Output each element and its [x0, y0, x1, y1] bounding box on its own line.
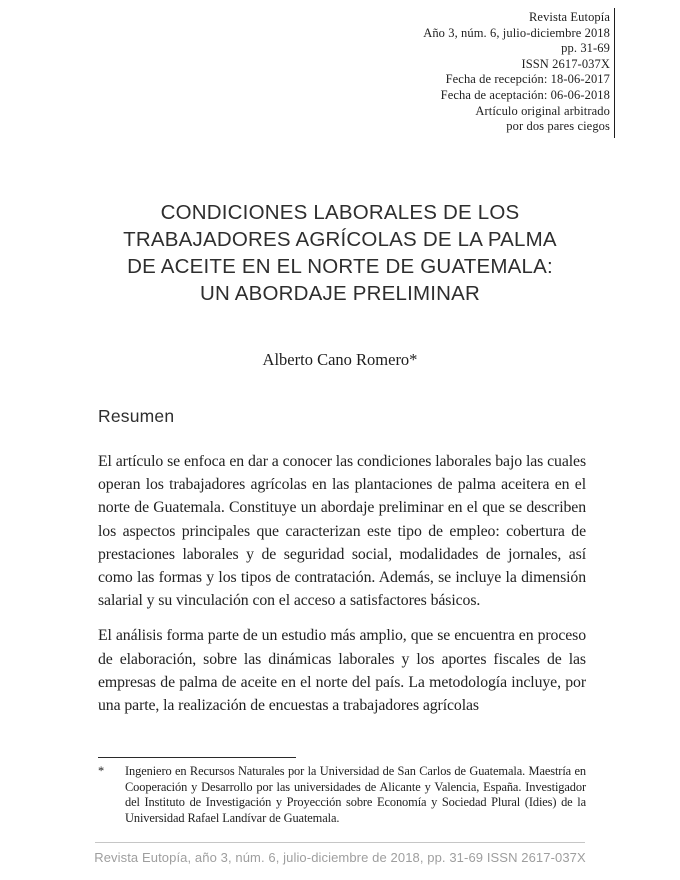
- article-title-line3: DE ACEITE EN EL NORTE DE GUATEMALA:: [127, 255, 553, 278]
- header-vertical-rule: [614, 8, 615, 138]
- running-footer: Revista Eutopía, año 3, núm. 6, julio-diciembre de 2018, pp. 31-69 ISSN 2617-037X: [94, 850, 586, 865]
- author-footnote: [98, 764, 586, 827]
- footnote-asterisk-marker: *: [98, 764, 105, 778]
- journal-issn: ISSN 2617-037X: [521, 56, 610, 71]
- peer-review-note-line2: por dos pares ciegos: [506, 119, 610, 134]
- abstract-body: [98, 450, 586, 729]
- journal-meta-block: [423, 10, 610, 135]
- date-received: Fecha de recepción: 18-06-2017: [445, 72, 610, 87]
- footnote-text: Ingeniero en Recursos Naturales por la Universidad de San Carlos de Guatemala. Maestría en Cooperación y Desarrollo por las universidades de Alicante y Valencia, España. Investigador del Instituto de Investigación y Proyección sobre Economía y Sociedad Plural (Idies) de la Universidad Rafael Landívar de Guatemala.: [125, 764, 586, 826]
- peer-review-note-line1: Artículo original arbitrado: [475, 103, 610, 118]
- abstract-paragraph-1: El artículo se enfoca en dar a conocer las condiciones laborales bajo las cuales operan los trabajadores agrícolas en las plantaciones de palma aceitera en el norte de Guatemala. Constituye un abordaje preliminar en el que se describen los aspectos principales que caracterizan este tipo de empleo: cobertura de prestaciones laborales y de seguridad social, modalidades de jornales, así como las formas y los tipos de contratación. Además, se incluye la dimensión salarial y su vinculación con el acceso a satisfactores básicos.: [98, 453, 586, 610]
- journal-issue: Año 3, núm. 6, julio-diciembre 2018: [423, 25, 610, 40]
- footer-rule: [95, 842, 585, 843]
- journal-name: Revista Eutopía: [529, 10, 610, 24]
- abstract-paragraph-2: El análisis forma parte de un estudio más amplio, que se encuentra en proceso de elaboración, sobre las dinámicas laborales y los aportes fiscales de las empresas de palma de aceite en el norte del país. La metodología incluye, por una parte, la realización de encuestas a trabajadores agrícolas: [98, 627, 586, 715]
- journal-pages: pp. 31-69: [561, 41, 610, 56]
- footnote-separator-rule: [98, 757, 296, 758]
- article-title-line1: CONDICIONES LABORALES DE LOS: [160, 201, 520, 224]
- article-title-line2: TRABAJADORES AGRÍCOLAS DE LA PALMA: [123, 228, 557, 251]
- date-accepted: Fecha de aceptación: 06-06-2018: [440, 87, 610, 102]
- article-title: [0, 199, 680, 307]
- abstract-heading: Resumen: [98, 406, 175, 426]
- article-title-line4: UN ABORDAJE PRELIMINAR: [199, 282, 481, 305]
- author-name: Alberto Cano Romero*: [262, 350, 418, 369]
